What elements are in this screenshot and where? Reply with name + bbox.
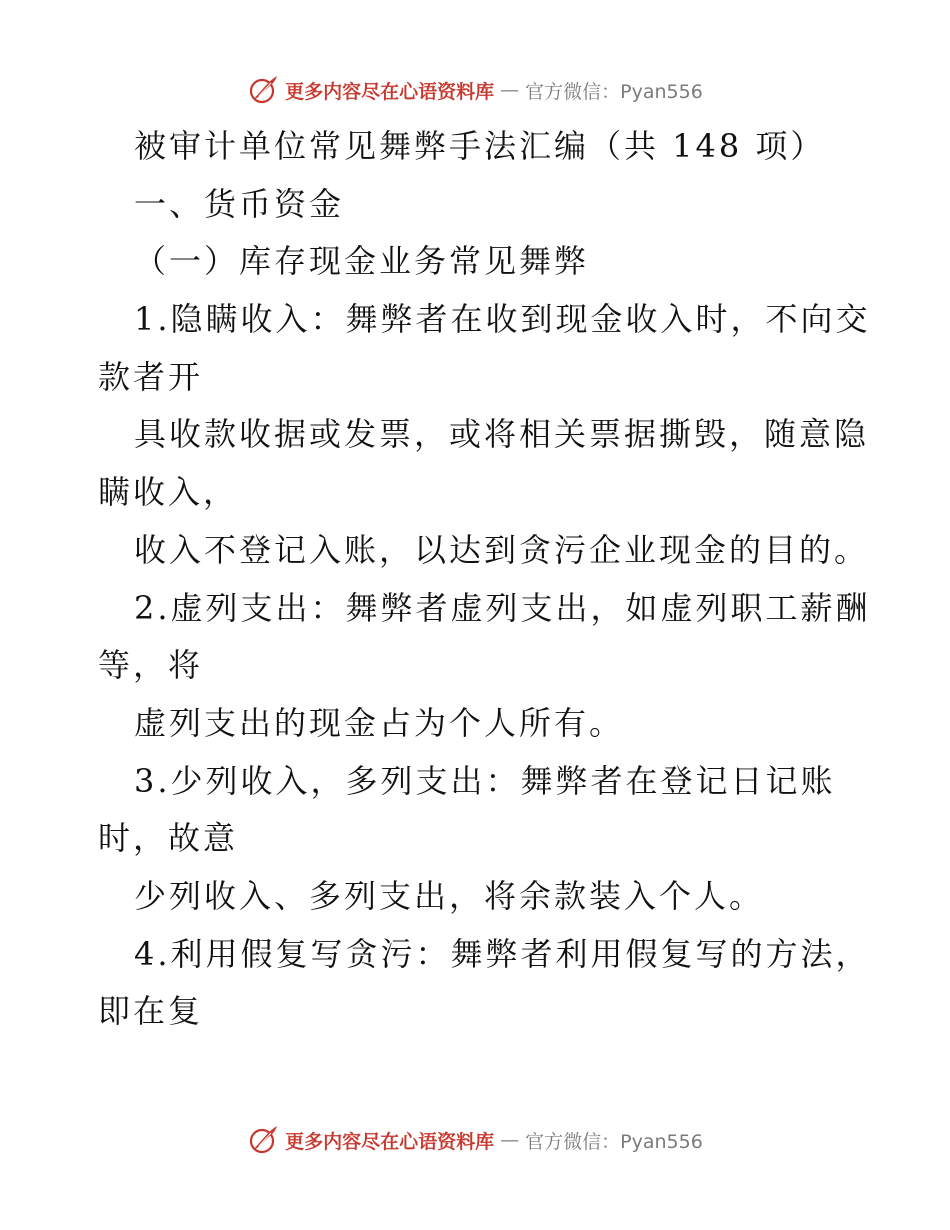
paragraph-line: 4.利用假复写贪污：舞弊者利用假复写的方法， <box>134 934 871 973</box>
subsection-heading: （一）库存现金业务常见舞弊 <box>134 242 590 281</box>
quill-logo-icon <box>247 1124 279 1156</box>
watermark-group <box>247 74 703 106</box>
paragraph-line: 1.隐瞒收入：舞弊者在收到现金收入时，不向交 <box>134 300 871 339</box>
footer-watermark <box>0 1120 950 1160</box>
paragraph-line: 即在复 <box>98 992 204 1031</box>
paragraph-line: 款者开 <box>98 357 204 396</box>
watermark-gray-text: 官方微信：Pyan556 <box>525 1130 703 1153</box>
quill-logo-icon <box>247 74 279 106</box>
paragraph-line: 等，将 <box>98 646 204 685</box>
watermark-separator: — <box>500 79 520 101</box>
document-body <box>98 118 871 1041</box>
watermark-red-text: 更多内容尽在心语资料库 <box>285 80 495 103</box>
watermark-separator: — <box>500 1129 520 1151</box>
paragraph-line: 收入不登记入账，以达到贪污企业现金的目的。 <box>134 530 870 569</box>
document-title: 被审计单位常见舞弊手法汇编（共 148 项） <box>134 127 826 165</box>
header-watermark <box>0 70 950 110</box>
paragraph-line: 虚列支出的现金占为个人所有。 <box>134 703 625 742</box>
watermark-red-text: 更多内容尽在心语资料库 <box>285 1130 495 1153</box>
paragraph-line: 具收款收据或发票，或将相关票据撕毁，随意隐 <box>134 415 870 454</box>
section-heading: 一、货币资金 <box>134 184 345 223</box>
paragraph-line: 3.少列收入，多列支出：舞弊者在登记日记账 <box>134 761 836 800</box>
paragraph-line: 少列收入、多列支出，将余款装入个人。 <box>134 876 765 915</box>
watermark-group <box>247 1124 703 1156</box>
paragraph-line: 时，故意 <box>98 819 239 858</box>
watermark-gray-text: 官方微信：Pyan556 <box>525 80 703 103</box>
paragraph-line: 2.虚列支出：舞弊者虚列支出，如虚列职工薪酬 <box>134 588 871 627</box>
paragraph-line: 瞒收入， <box>98 473 239 512</box>
